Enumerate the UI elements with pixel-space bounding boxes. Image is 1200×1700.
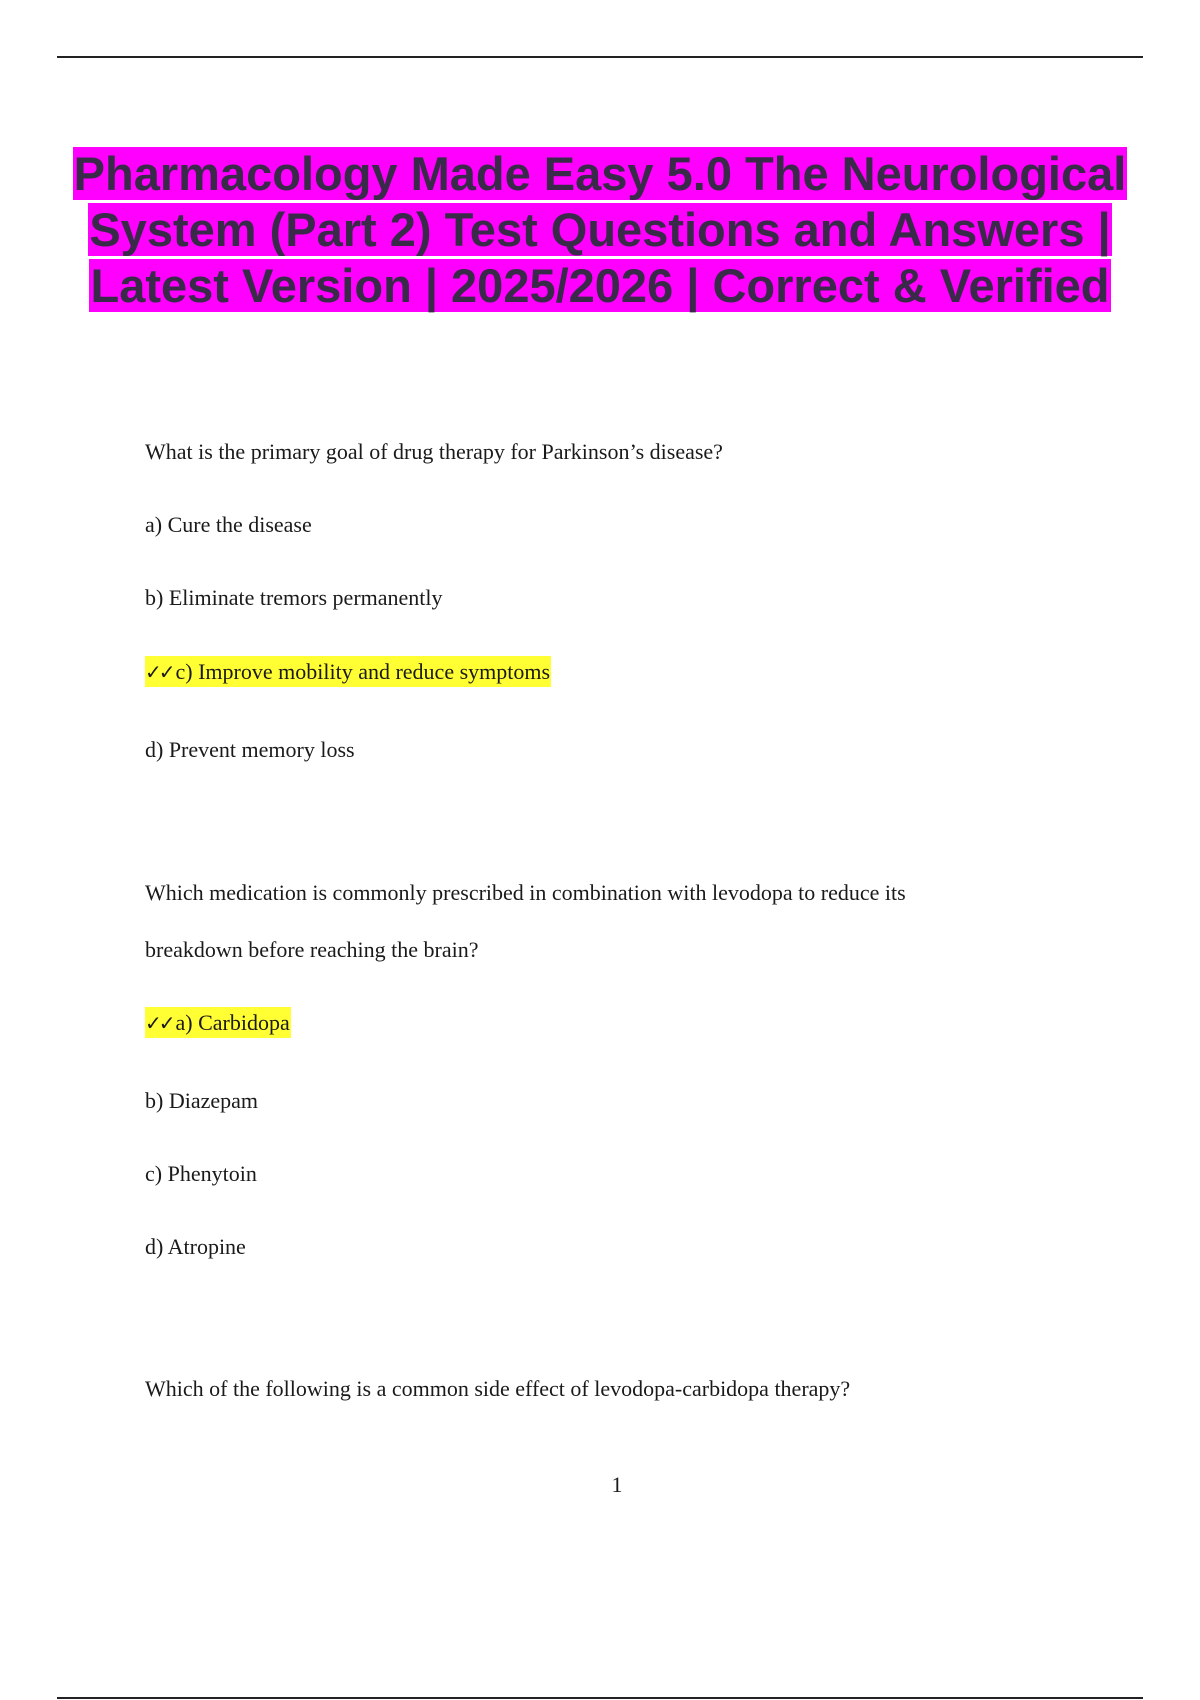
footer-rule [57, 1697, 1143, 1699]
answer-option: c) Phenytoin [145, 1161, 257, 1186]
question-text-line: breakdown before reaching the brain? [145, 937, 479, 962]
answer-option-label: c) Improve mobility and reduce symptoms [175, 659, 551, 684]
check-mark-icon: ✓✓ [145, 660, 173, 684]
correct-answer-option [145, 1009, 291, 1037]
answer-option: b) Diazepam [145, 1088, 258, 1113]
answer-highlight [145, 1007, 291, 1038]
page-number: 1 [611, 1472, 623, 1497]
question-text: What is the primary goal of drug therapy for Parkinson’s disease? [145, 439, 723, 464]
header-rule [57, 56, 1143, 58]
answer-option: b) Eliminate tremors permanently [145, 585, 443, 610]
check-mark-icon: ✓✓ [145, 1011, 173, 1035]
correct-answer-option [145, 658, 551, 686]
answer-option: a) Cure the disease [145, 512, 312, 537]
answer-option-label: a) Carbidopa [175, 1010, 290, 1035]
answer-option: d) Prevent memory loss [145, 737, 355, 762]
question-text: Which of the following is a common side effect of levodopa-carbidopa therapy? [145, 1376, 851, 1401]
title-highlight: Pharmacology Made Easy 5.0 The Neurological System (Part 2) Test Questions and Answers | Latest Version | 2025/2026 | Correct & Verified [73, 147, 1127, 312]
question-text-line: Which medication is commonly prescribed in combination with levodopa to reduce its [145, 880, 906, 905]
answer-option: d) Atropine [145, 1234, 246, 1259]
document-title [60, 146, 1140, 314]
answer-highlight [145, 656, 551, 687]
